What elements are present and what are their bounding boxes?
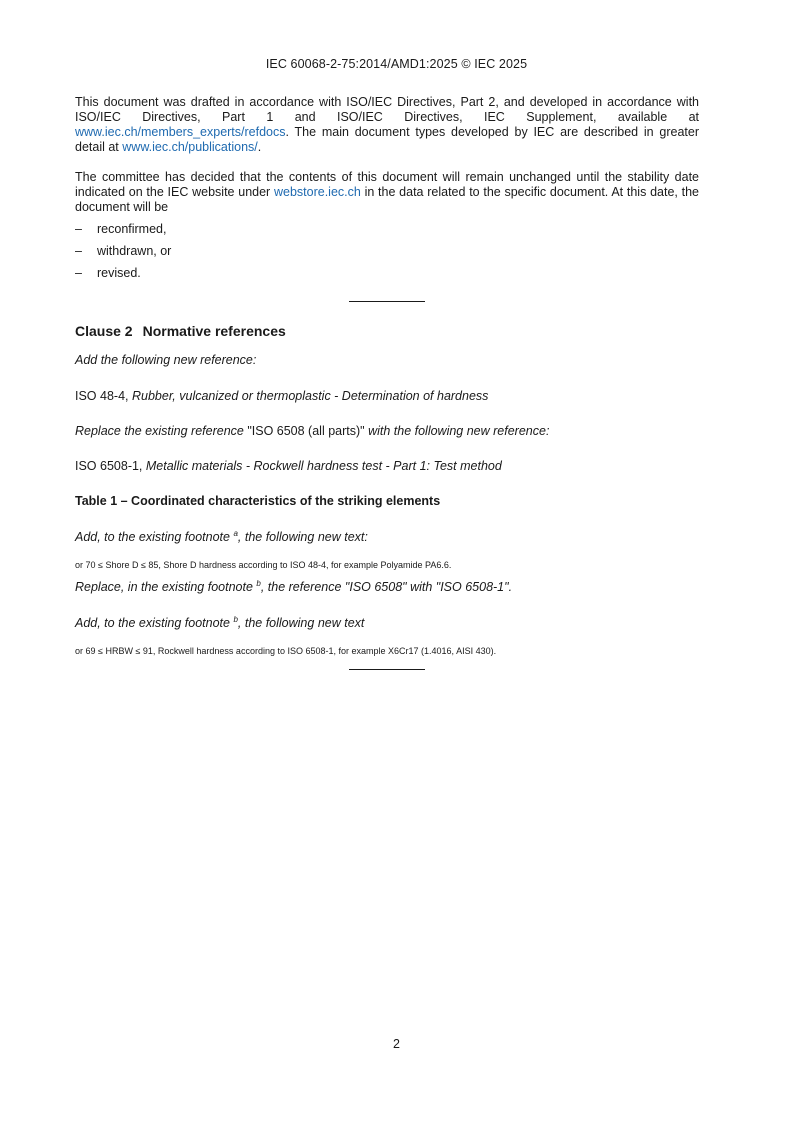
reference-code: ISO 6508-1, xyxy=(75,459,146,473)
list-item-text: revised. xyxy=(97,266,141,280)
intro-text: . xyxy=(257,140,262,154)
status-list xyxy=(75,222,699,281)
instruction-text: , the reference "ISO 6508" with "ISO 6508-1". xyxy=(260,580,513,594)
intro-paragraph-2 xyxy=(75,170,699,215)
instruction-text: Replace, in the existing footnote xyxy=(75,580,257,594)
intro-paragraph-1 xyxy=(75,95,699,155)
footnote-b-text: or 69 ≤ HRBW ≤ 91, Rockwell hardness according to ISO 6508-1, for example X6Cr17 (1.4016, AISI 430). xyxy=(75,646,497,656)
footnote-a-text: or 70 ≤ Shore D ≤ 85, Shore D hardness according to ISO 48-4, for example Polyamide PA6.6. xyxy=(75,560,452,570)
reference-title: Rubber, vulcanized or thermoplastic - Determination of hardness xyxy=(131,389,489,403)
document-body xyxy=(75,95,699,670)
dash-bullet: – xyxy=(75,266,82,280)
webstore-link[interactable]: webstore.iec.ch xyxy=(273,185,361,199)
section-divider xyxy=(349,669,425,670)
intro-text: The committee has decided that the contents of this document will remain unchanged until the stability date indicated on the IEC website under xyxy=(75,170,699,199)
footnote-marker: a xyxy=(233,529,238,538)
footnote-b-replace xyxy=(75,580,699,595)
dash-bullet: – xyxy=(75,222,82,236)
clause-number: Clause 2 xyxy=(75,323,133,339)
instruction-text: , the following new text: xyxy=(237,530,368,544)
replaced-reference: "ISO 6508 (all parts)" xyxy=(247,424,365,438)
instruction-text: Add, to the existing footnote xyxy=(75,530,234,544)
list-item xyxy=(75,244,699,259)
add-instruction: Add the following new reference: xyxy=(75,353,257,367)
clause-heading xyxy=(75,323,699,339)
replace-instruction xyxy=(75,424,699,439)
section-divider xyxy=(349,301,425,302)
instruction-text: Replace the existing reference xyxy=(75,424,248,438)
list-item xyxy=(75,266,699,281)
instruction-text: with the following new reference: xyxy=(364,424,550,438)
list-item-text: reconfirmed, xyxy=(97,222,167,236)
page-number: 2 xyxy=(393,1037,400,1051)
footnote-marker: b xyxy=(233,615,238,624)
dash-bullet: – xyxy=(75,244,82,258)
instruction-text: , the following new text xyxy=(237,616,365,630)
page-header: IEC 60068-2-75:2014/AMD1:2025 © IEC 2025 xyxy=(265,57,528,71)
list-item-text: withdrawn, or xyxy=(97,244,172,258)
intro-text: in the data related to the specific document. At this date, the document will be xyxy=(75,185,699,214)
reference-code: ISO 48-4, xyxy=(75,389,132,403)
list-item xyxy=(75,222,699,237)
clause-title: Normative references xyxy=(142,323,286,339)
reference-iso-48-4 xyxy=(75,389,699,404)
intro-text: . The main document types developed by IEC are described in greater detail at xyxy=(75,125,699,154)
footnote-b-instruction xyxy=(75,616,699,631)
reference-title: Metallic materials - Rockwell hardness test - Part 1: Test method xyxy=(145,459,502,473)
instruction-text: Add, to the existing footnote xyxy=(75,616,234,630)
footnote-a-instruction xyxy=(75,530,699,545)
footnote-marker: b xyxy=(256,579,261,588)
publications-link[interactable]: www.iec.ch/publications/ xyxy=(122,140,258,154)
reference-iso-6508-1 xyxy=(75,459,699,474)
intro-text: This document was drafted in accordance with ISO/IEC Directives, Part 2, and developed in accordance with ISO/IEC Directives, Part 1 and ISO/IEC Directives, IEC Supplement, available at xyxy=(75,95,699,124)
table-title: Table 1 – Coordinated characteristics of the striking elements xyxy=(75,494,441,508)
refdocs-link[interactable]: www.iec.ch/members_experts/refdocs xyxy=(75,125,286,139)
